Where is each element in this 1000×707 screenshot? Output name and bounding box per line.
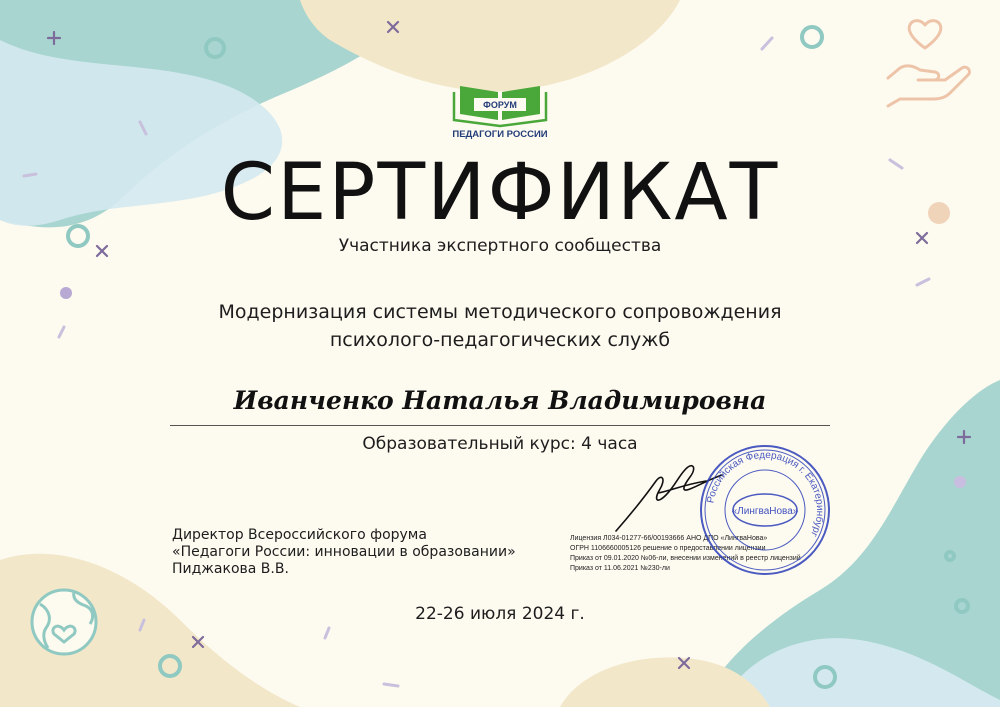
event-date: 22-26 июля 2024 г. [415,604,585,624]
logo-text-pedagogi: ПЕДАГОГИ РОССИИ [452,129,548,140]
course-hours: Образовательный курс: 4 часа [362,434,638,454]
certificate-title: СЕРТИФИКАТ [220,148,780,238]
dash-decoration [762,38,772,49]
hand-heart-icon [888,21,969,106]
dash-decoration [384,684,398,686]
director-line-2: «Педагоги России: инновации в образовании» [172,544,516,560]
stamp-ring-text: Российская Федерация г. Екатеринбург [705,449,826,539]
organization-stamp [695,440,835,580]
name-underline [170,425,830,426]
dot-decoration [954,476,966,488]
stamp-center-text: «ЛингваНова» [731,506,799,517]
logo-text-forum: ФОРУМ [483,100,517,110]
ring-decoration [802,27,822,47]
dash-decoration [325,628,329,638]
dash-decoration [917,279,929,285]
forum-logo [440,80,560,140]
topic-line-2: психолого-педагогических служб [329,329,671,351]
license-line-4: Приказ от 11.06.2021 №230-ли [570,565,670,572]
certificate-subtitle: Участника экспертного сообщества [338,236,662,256]
director-name: Пиджакова В.В. [172,561,289,577]
license-line-1: Лицензия Л034-01277-66/00193666 АНО ДПО «ЛингваНова» [570,535,768,542]
license-line-3: Приказ от 09.01.2020 №06-ли, внесении изменений в реестр лицензий [570,555,801,562]
license-line-2: ОГРН 1106660005126 решение о предоставлении лицензии [570,545,766,552]
director-block [172,527,516,578]
recipient-name: Иванченко Наталья Владимировна [233,386,767,415]
director-line-1: Директор Всероссийского форума [172,527,427,543]
beige-blob-top [300,0,680,91]
certificate-topic [0,298,1000,354]
topic-line-1: Модернизация системы методического сопровождения [218,301,782,323]
